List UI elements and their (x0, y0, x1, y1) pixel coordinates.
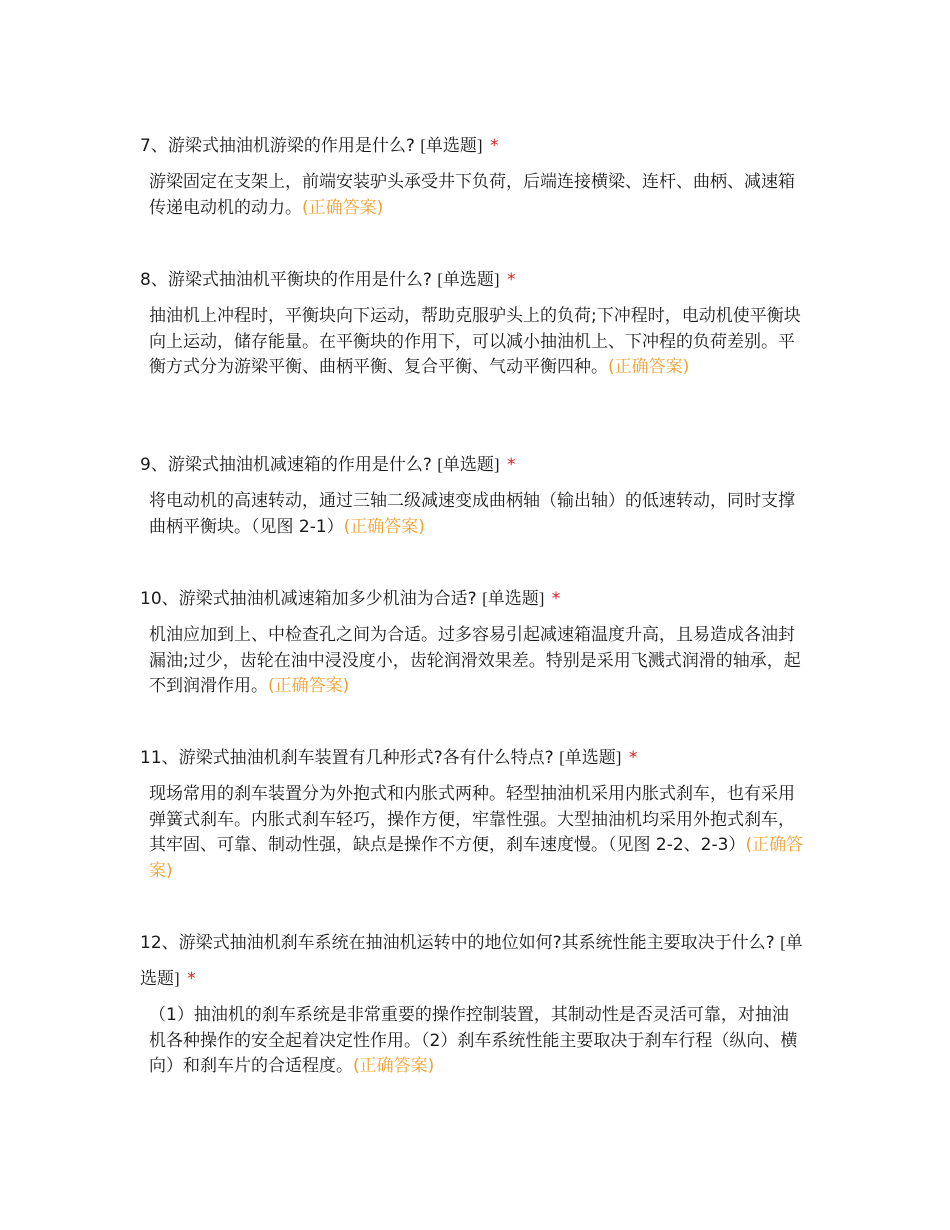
question-9 (140, 447, 810, 540)
required-marker: * (506, 455, 516, 475)
question-title (140, 581, 810, 617)
question-type: [单选题] (437, 455, 500, 474)
required-marker: * (187, 969, 196, 989)
answer-text (149, 304, 804, 381)
correct-answer-tag: (正确答案) (608, 357, 690, 377)
answer-body: 现场常用的刹车装置分为外抱式和内胀式两种。轻型抽油机采用内胀式刹车，也有采用弹簧式刹车。内胀式刹车轻巧，操作方便，牢靠性强。大型抽油机均采用外抱式刹车，其牢固、可靠、制动性强，缺点是操作不方便，刹车速度慢。（见图 2-2、2-3） (149, 784, 795, 855)
question-title (140, 740, 810, 776)
question-text: 10、游梁式抽油机减速箱加多少机油为合适? (140, 589, 477, 609)
question-text: 8、游梁式抽油机平衡块的作用是什么? (140, 270, 432, 290)
question-title (140, 925, 810, 997)
required-marker: * (489, 136, 499, 156)
correct-answer-tag: (正确答案) (149, 835, 804, 881)
question-text: 9、游梁式抽油机减速箱的作用是什么? (140, 455, 432, 475)
correct-answer-tag: (正确答案) (268, 676, 350, 696)
question-12 (140, 925, 810, 1080)
answer-text (149, 782, 804, 884)
answer-body: （1）抽油机的刹车系统是非常重要的操作控制装置，其制动性是否灵活可靠，对抽油机各种操作的安全起着决定性作用。（2）刹车系统性能主要取决于刹车行程（纵向、横向）和刹车片的合适程度。 (149, 1005, 798, 1076)
question-text: 11、游梁式抽油机刹车装置有几种形式?各有什么特点? (140, 748, 554, 768)
correct-answer-tag: (正确答案) (343, 516, 425, 537)
answer-body: 将电动机的高速转动，通过三轴二级减速变成曲柄轴（输出轴）的低速转动，同时支撑曲柄平衡块。（见图 2-1） (149, 491, 795, 537)
question-text: 12、游梁式抽油机刹车系统在抽油机运转中的地位如何?其系统性能主要取决于什么? (140, 933, 775, 953)
correct-answer-tag: (正确答案) (302, 197, 384, 218)
question-title (140, 447, 810, 483)
question-7 (140, 128, 810, 221)
answer-text (149, 1003, 804, 1080)
question-8 (140, 262, 810, 381)
question-title (140, 262, 810, 298)
question-10 (140, 581, 810, 700)
question-type: [单选题] (140, 933, 803, 988)
answer-text (149, 170, 804, 221)
required-marker: * (551, 589, 561, 609)
answer-body: 抽油机上冲程时，平衡块向下运动，帮助克服驴头上的负荷;下冲程时，电动机使平衡块向上运动，储存能量。在平衡块的作用下，可以减小抽油机上、下冲程的负荷差别。平衡方式分为游梁平衡、曲柄平衡、复合平衡、气动平衡四种。 (149, 306, 801, 377)
required-marker: * (628, 748, 638, 768)
question-type: [单选题] (420, 136, 483, 155)
question-11 (140, 740, 810, 884)
correct-answer-tag: (正确答案) (353, 1056, 435, 1076)
question-title (140, 128, 810, 164)
required-marker: * (506, 270, 516, 290)
question-text: 7、游梁式抽油机游梁的作用是什么? (140, 136, 415, 156)
answer-body: 机油应加到上、中检查孔之间为合适。过多容易引起减速箱温度升高，且易造成各油封漏油;过少，齿轮在油中浸没度小，齿轮润滑效果差。特别是采用飞溅式润滑的轴承，起不到润滑作用。 (149, 625, 801, 696)
answer-text (149, 489, 804, 540)
question-type: [单选题] (482, 589, 545, 608)
question-type: [单选题] (559, 748, 622, 767)
answer-text (149, 623, 804, 700)
question-type: [单选题] (437, 270, 500, 289)
answer-body: 游梁固定在支架上，前端安装驴头承受井下负荷，后端连接横梁、连杆、曲柄、减速箱传递电动机的动力。 (149, 172, 795, 218)
